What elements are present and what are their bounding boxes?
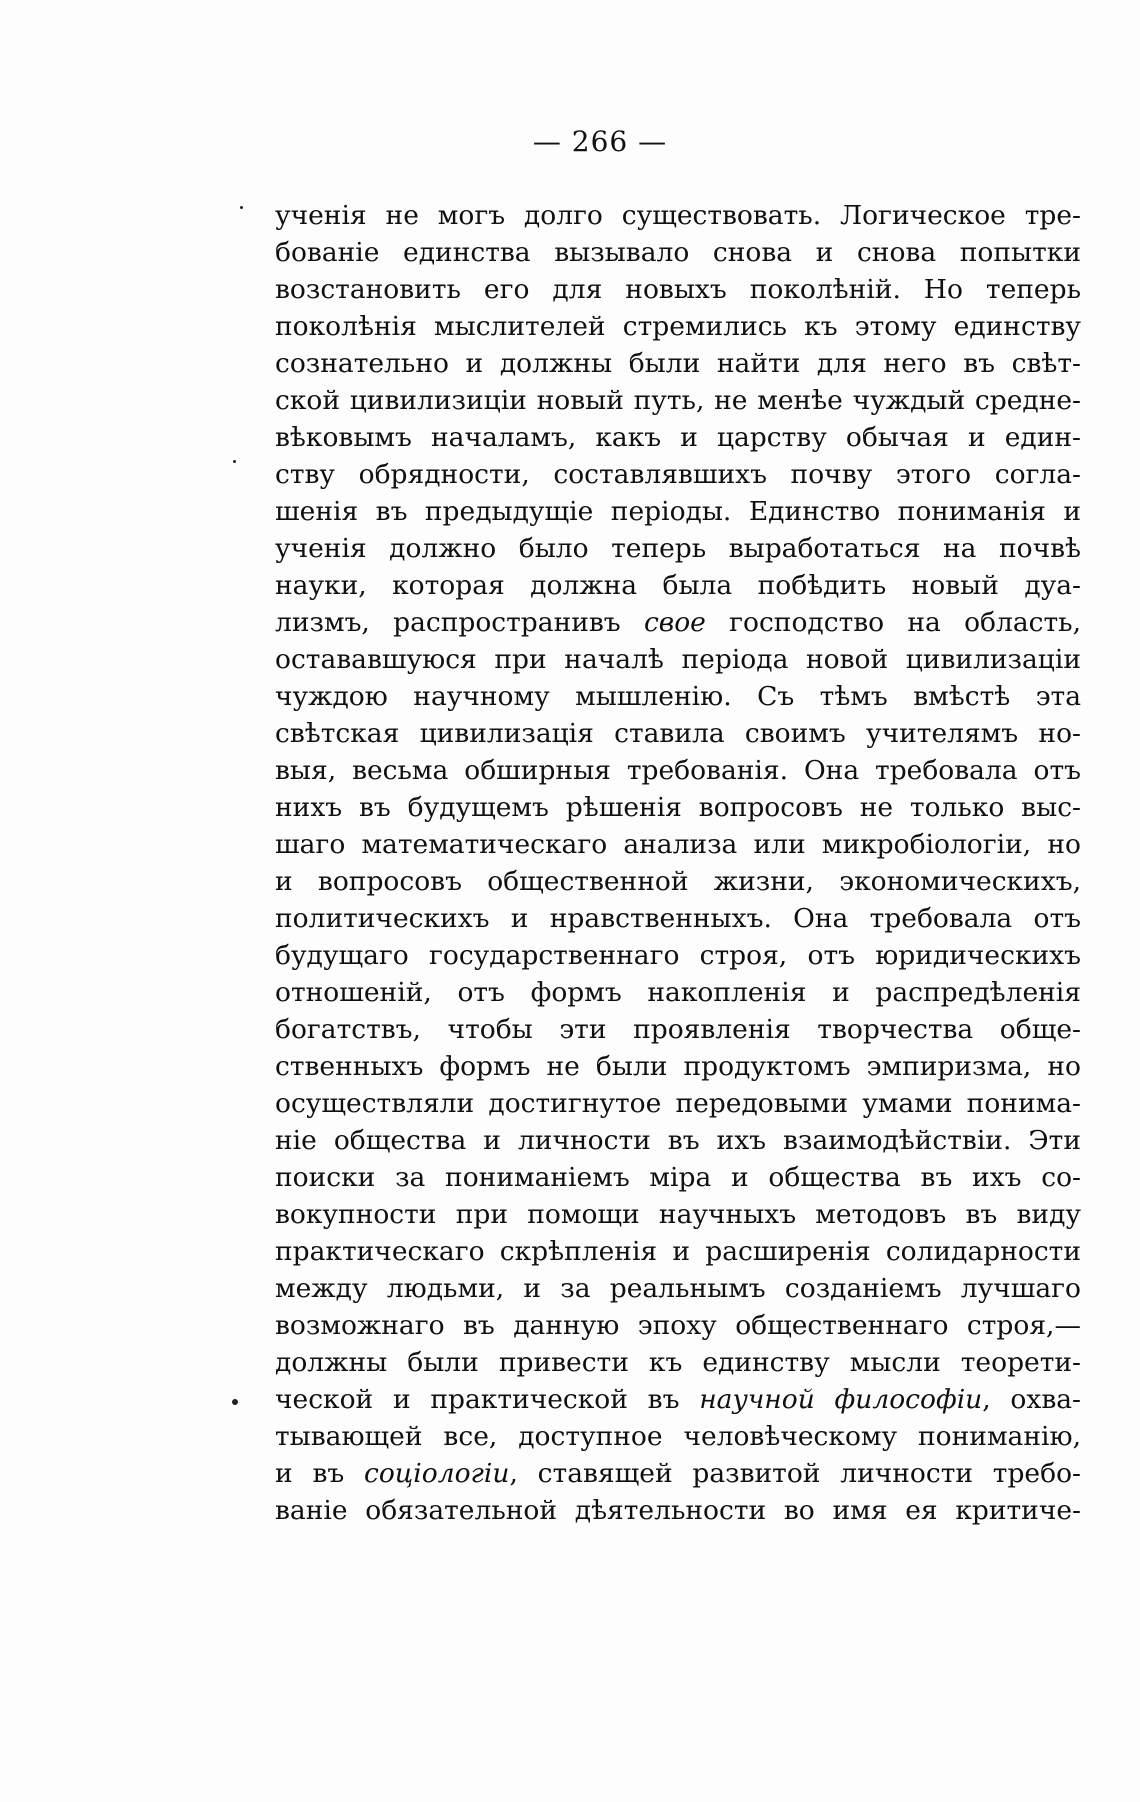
text-line	[275, 1270, 1081, 1307]
text-segment: возстановить его для новыхъ поколѣній. Но теперь	[275, 274, 1081, 305]
text-line	[275, 1455, 1081, 1492]
text-segment: политическихъ и нравственныхъ. Она требовала отъ	[275, 903, 1081, 934]
text-segment: между людьми, и за реальнымъ созданіемъ лучшаго	[275, 1273, 1081, 1304]
text-segment: вѣковымъ началамъ, какъ и царству обычая и един-	[275, 422, 1081, 453]
text-segment: будущаго государственнаго строя, отъ юридическихъ	[275, 940, 1081, 971]
text-line	[275, 197, 1081, 234]
text-line	[275, 1381, 1081, 1418]
text-line	[275, 1418, 1081, 1455]
text-line	[275, 1159, 1081, 1196]
text-segment: и вопросовъ общественной жизни, экономическихъ,	[275, 866, 1081, 897]
text-segment: свѣтская цивилизація ставила своимъ учителямъ но-	[275, 718, 1081, 749]
text-line	[275, 678, 1081, 715]
text-line	[275, 1048, 1081, 1085]
text-line	[275, 1344, 1081, 1381]
italic-emphasis: соціологіи	[364, 1458, 510, 1489]
italic-emphasis: научной философіи	[699, 1384, 983, 1415]
italic-emphasis: свое	[643, 607, 706, 638]
text-line	[275, 1085, 1081, 1122]
text-line	[275, 456, 1081, 493]
text-segment: , ставящей развитой личности требо-	[509, 1458, 1081, 1489]
text-line	[275, 271, 1081, 308]
text-line	[275, 937, 1081, 974]
text-line	[275, 308, 1081, 345]
text-segment: остававшуюся при началѣ періода новой цивилизаціи	[275, 644, 1081, 675]
text-segment: поиски за пониманіемъ міра и общества въ ихъ со-	[275, 1162, 1081, 1193]
text-segment: шаго математическаго анализа или микробіологіи, но	[275, 829, 1081, 860]
text-segment: ственныхъ формъ не были продуктомъ эмпиризма, но	[275, 1051, 1081, 1082]
text-line	[275, 789, 1081, 826]
text-line	[275, 530, 1081, 567]
text-line	[275, 752, 1081, 789]
page-number: — 266 —	[532, 125, 668, 158]
text-segment: чуждою научному мышленію. Съ тѣмъ вмѣстѣ эта	[275, 681, 1081, 712]
text-segment: сознательно и должны были найти для него въ свѣт-	[275, 348, 1081, 379]
margin-speck	[233, 460, 236, 463]
text-line	[275, 345, 1081, 382]
text-line	[275, 234, 1081, 271]
text-segment: тывающей все, доступное человѣческому пониманію,	[275, 1421, 1081, 1452]
text-segment: господство на область,	[705, 607, 1081, 638]
text-line	[275, 604, 1081, 641]
text-segment: ученія должно было теперь выработаться на почвѣ	[275, 533, 1081, 564]
text-line	[275, 1122, 1081, 1159]
text-segment: бованіе единства вызывало снова и снова попытки	[275, 237, 1081, 268]
text-line	[275, 1196, 1081, 1233]
text-segment: ческой и практической въ	[275, 1384, 700, 1415]
text-segment: поколѣнія мыслителей стремились къ этому единству	[275, 311, 1081, 342]
margin-speck	[232, 1399, 238, 1405]
text-line	[275, 567, 1081, 604]
text-line	[275, 900, 1081, 937]
text-segment: ніе общества и личности въ ихъ взаимодѣйствіи. Эти	[275, 1125, 1081, 1156]
text-segment: , охва-	[982, 1384, 1081, 1415]
text-segment: возможнаго въ данную эпоху общественнаго строя,—	[275, 1310, 1081, 1341]
text-segment: лизмъ, распространивъ	[275, 607, 644, 638]
text-segment: отношеній, отъ формъ накопленія и распредѣленія	[275, 977, 1081, 1008]
text-segment: шенія въ предыдущіе періоды. Единство пониманія и	[275, 496, 1081, 527]
text-segment: выя, весьма обширныя требованія. Она требовала отъ	[275, 755, 1081, 786]
text-line	[275, 826, 1081, 863]
text-line	[275, 1233, 1081, 1270]
text-line	[275, 715, 1081, 752]
text-line	[275, 1492, 1081, 1529]
text-line	[275, 382, 1081, 419]
text-line	[275, 1307, 1081, 1344]
text-segment: ству обрядности, составлявшихъ почву этого согла-	[275, 459, 1081, 490]
text-segment: нихъ въ будущемъ рѣшенія вопросовъ не только выс-	[275, 792, 1081, 823]
text-line	[275, 419, 1081, 456]
text-segment: практическаго скрѣпленія и расширенія солидарности	[275, 1236, 1081, 1267]
text-segment: богатствъ, чтобы эти проявленія творчества обще-	[275, 1014, 1081, 1045]
margin-speck	[240, 206, 243, 209]
text-segment: ученія не могъ долго существовать. Логическое тре-	[275, 200, 1081, 231]
body-text	[275, 197, 1081, 1529]
text-segment: должны были привести къ единству мысли теорети-	[275, 1347, 1081, 1378]
text-line	[275, 493, 1081, 530]
text-line	[275, 641, 1081, 678]
text-segment: осуществляли достигнутое передовыми умами понима-	[275, 1088, 1081, 1119]
text-line	[275, 974, 1081, 1011]
text-segment: и въ	[275, 1458, 364, 1489]
text-segment: ской цивилизиціи новый путь, не менѣе чуждый средне-	[275, 385, 1081, 416]
text-segment: науки, которая должна была побѣдить новый дуа-	[275, 570, 1081, 601]
text-segment: ваніе обязательной дѣятельности во имя ея критиче-	[275, 1495, 1081, 1526]
text-line	[275, 863, 1081, 900]
text-segment: вокупности при помощи научныхъ методовъ въ виду	[275, 1199, 1081, 1230]
text-line	[275, 1011, 1081, 1048]
